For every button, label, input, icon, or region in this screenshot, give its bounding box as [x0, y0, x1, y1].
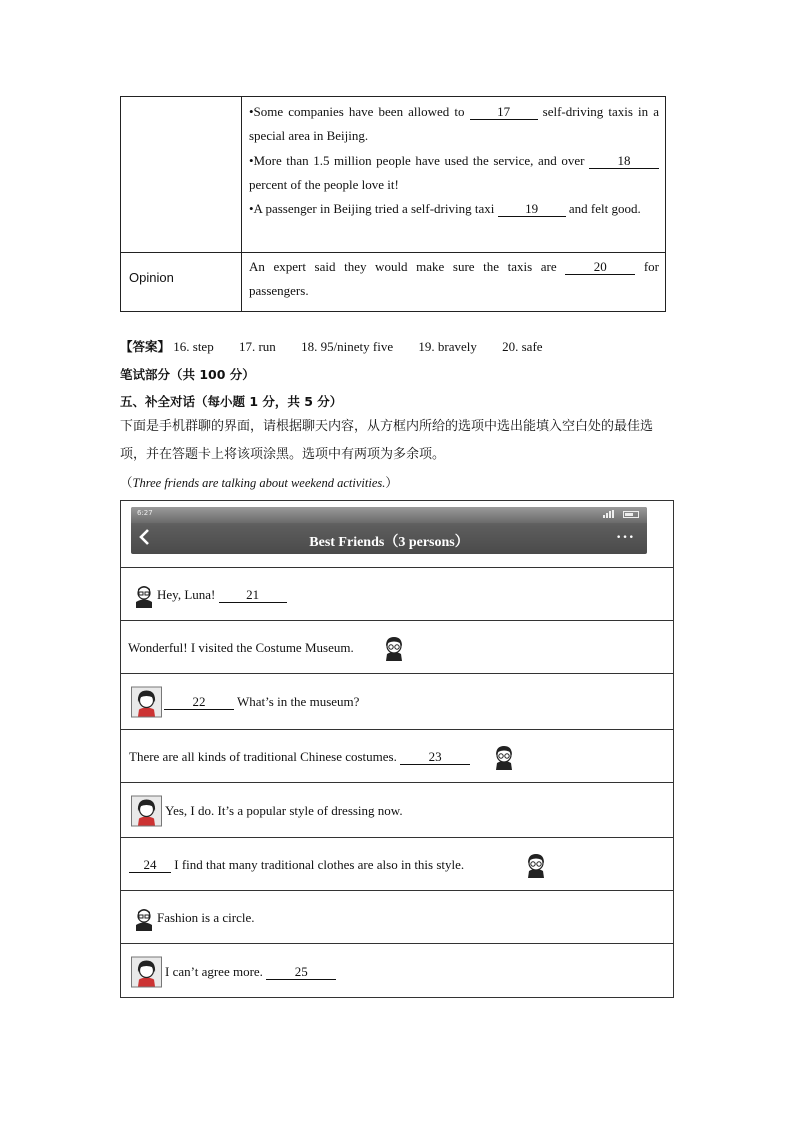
phone-header — [131, 507, 647, 554]
blank-20: 20 — [565, 259, 635, 275]
girl-avatar-icon — [131, 795, 162, 826]
blank-17: 17 — [470, 104, 538, 120]
paren-close: ） — [385, 476, 398, 490]
girl-glasses-avatar-icon — [491, 744, 517, 770]
table-divider-horizontal — [121, 252, 665, 253]
chat-message — [121, 782, 673, 838]
answer-16: 16. step — [173, 339, 214, 354]
opinion-cell — [249, 255, 659, 304]
opinion-text — [249, 255, 659, 304]
section-five-heading: 五、补全对话（每小题 1 分，共 5 分） — [120, 394, 343, 409]
answer-20: 20. safe — [502, 339, 543, 354]
chat-message — [121, 837, 673, 891]
status-bar — [131, 507, 647, 523]
message-text — [157, 587, 287, 603]
chat-title: Best Friends（3 persons） — [309, 535, 469, 550]
chat-message — [121, 943, 673, 999]
chat-message — [121, 567, 673, 621]
fact-text: •Some companies have been allowed to — [249, 104, 470, 119]
paren-open: （ — [120, 476, 133, 490]
fact-text: self-driving taxis in a special area in Beijing. — [249, 104, 659, 144]
chat-message — [121, 620, 673, 674]
reading-table — [120, 96, 666, 312]
girl-avatar-icon — [131, 687, 162, 718]
blank-22: 22 — [164, 694, 234, 710]
chat-screen — [120, 500, 674, 998]
girl-avatar-icon — [131, 956, 162, 987]
fact-text: •More than 1.5 million people have used the service, and over — [249, 152, 589, 168]
message-pre: There are all kinds of traditional Chinese costumes. — [129, 748, 401, 764]
blank-18: 18 — [589, 153, 659, 169]
opinion-text-pre: An expert said they would make sure the taxis are — [249, 259, 566, 274]
fact-text: and felt good. — [565, 201, 641, 217]
fact-bullet-2 — [249, 149, 659, 198]
blank-23: 23 — [400, 749, 470, 765]
context-line — [120, 473, 398, 491]
chat-message — [121, 729, 673, 783]
written-part-heading: 笔试部分（共 100 分） — [120, 367, 255, 382]
more-options-icon[interactable]: ··· — [615, 529, 635, 546]
answer-tag: 【答案】 — [120, 339, 171, 354]
fact-bullet-1 — [249, 100, 659, 149]
boy-avatar-icon — [131, 905, 157, 931]
blank-21: 21 — [219, 587, 287, 603]
girl-glasses-avatar-icon — [523, 852, 549, 878]
chat-message — [121, 890, 673, 944]
message-text: Yes, I do. It’s a popular style of dressing now. — [165, 802, 403, 818]
opinion-text-post: for passengers. — [249, 259, 659, 299]
battery-icon — [623, 511, 639, 518]
context-text: Three friends are talking about weekend activities. — [132, 476, 386, 490]
facts-cell — [249, 100, 659, 221]
answer-19: 19. bravely — [418, 339, 477, 354]
message-text — [129, 749, 470, 765]
message-pre: I can’t agree more. — [165, 963, 267, 979]
signal-icon — [603, 510, 617, 518]
message-post: I find that many traditional clothes are also in this style. — [171, 856, 465, 872]
message-text: Fashion is a circle. — [157, 909, 255, 925]
opinion-label: Opinion — [129, 270, 174, 285]
fact-text: percent of the people love it! — [249, 176, 399, 192]
instructions: 下面是手机群聊的界面，请根据聊天内容，从方框内所给的选项中选出能填入空白处的最佳选项，并在答题卡上将该项涂黑。选项中有两项为多余项。 — [120, 419, 654, 462]
blank-19: 19 — [498, 201, 566, 217]
message-text — [129, 857, 464, 873]
girl-glasses-avatar-icon — [381, 635, 407, 661]
answer-17: 17. run — [238, 339, 276, 354]
fact-text: •A passenger in Beijing tried a self-driving taxi — [249, 201, 498, 217]
blank-24: 24 — [129, 857, 171, 873]
message-pre: Hey, Luna! — [157, 586, 219, 602]
message-post: What’s in the museum? — [234, 694, 360, 709]
fact-bullet-3 — [249, 197, 659, 221]
message-text: Wonderful! I visited the Costume Museum. — [128, 639, 354, 655]
table-divider-vertical — [241, 97, 242, 311]
answer-18: 18. 95/ninety five — [301, 339, 394, 354]
status-time: 6:27 — [137, 509, 153, 517]
boy-avatar-icon — [131, 582, 157, 608]
message-text — [165, 964, 336, 980]
message-text — [164, 694, 359, 710]
answer-key — [120, 337, 565, 355]
chat-message — [121, 673, 673, 730]
blank-25: 25 — [266, 964, 336, 980]
